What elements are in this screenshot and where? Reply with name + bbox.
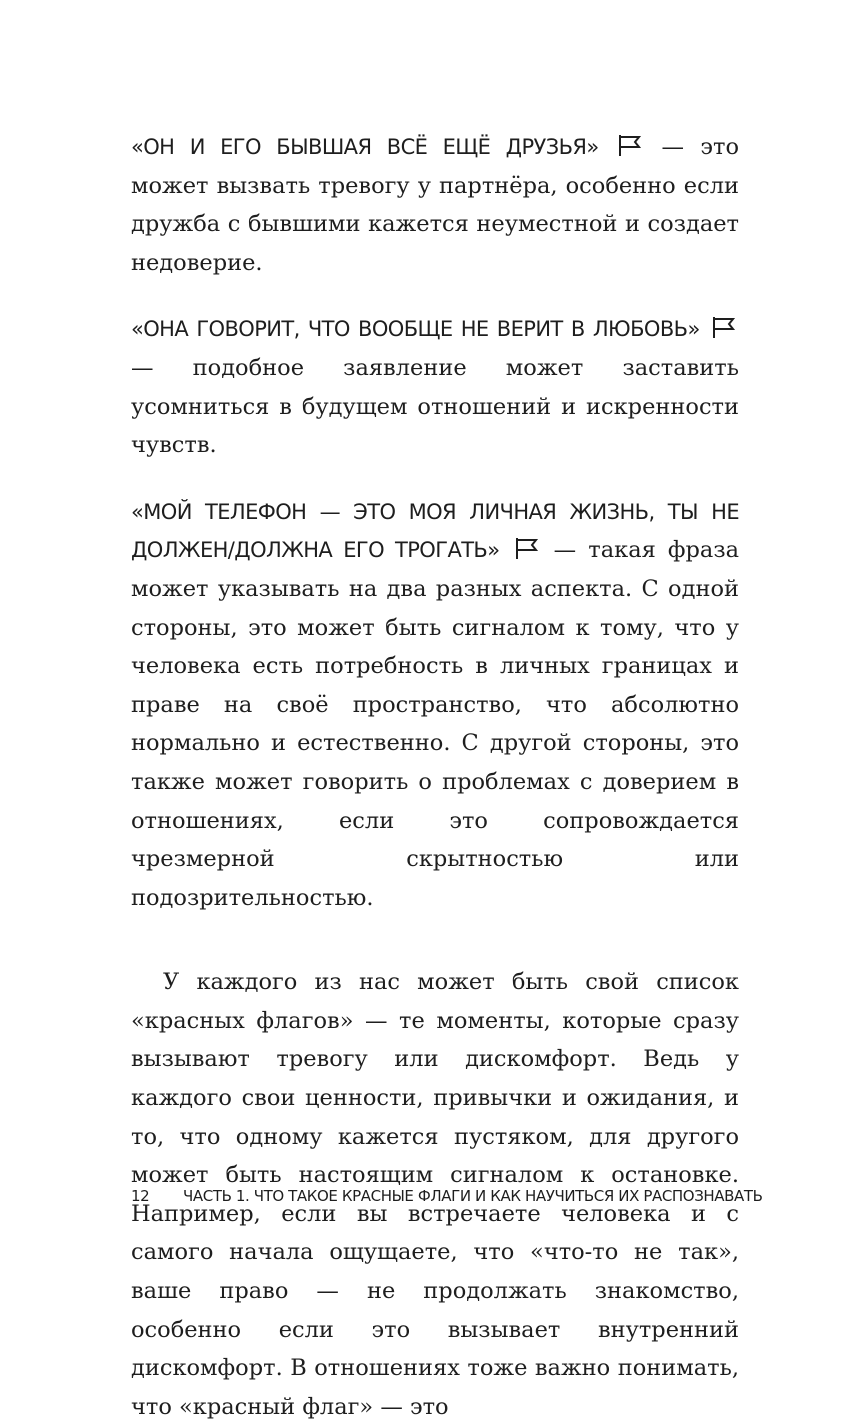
example-text-1: — это может вызвать тревогу у партнёра, особенно если дружба с бывшими кажется неуместной и создает недоверие. [131,134,739,276]
page-number: 12 [131,1187,150,1205]
example-text-3: — такая фраза может указывать на два разных аспекта. С одной стороны, это может быть сигналом к тому, что у человека есть потребность в личных границах и праве на своё пространство, что абсолютно нормально и естественно. С другой стороны, это также может говорить о проблемах с доверием в отношениях, если это сопровождается чрезмерной скрытностью или подозрительностью. [131,537,740,911]
example-paragraph-1 [131,128,739,282]
running-title: ЧАСТЬ 1. ЧТО ТАКОЕ КРАСНЫЕ ФЛАГИ И КАК НАУЧИТЬСЯ ИХ РАСПОЗНАВАТЬ [183,1187,763,1205]
body-paragraph: У каждого из нас может быть свой список «красных флагов» — те моменты, которые сразу вызывают тревогу или дискомфорт. Ведь у каждого свои ценности, привычки и ожидания, и то, что одному кажется пустяком, для другого может быть настоящим сигналом к остановке. Например, если вы встречаете человека и с самого начала ощущаете, что «что-то не так», ваше право — не продолжать знакомство, особенно если это вызывает внутренний дискомфорт. В отношениях тоже важно понимать, что «красный флаг» — это [131,969,739,1420]
example-paragraph-3 [131,493,739,918]
text-column [131,128,739,1426]
quote-1: «ОН И ЕГО БЫВШАЯ ВСЁ ЕЩЁ ДРУЗЬЯ» [131,135,599,159]
quote-3: «МОЙ ТЕЛЕФОН — ЭТО МОЯ ЛИЧНАЯ ЖИЗНЬ, ТЫ НЕ ДОЛЖЕН/ДОЛЖНА ЕГО ТРОГАТЬ» [131,499,739,563]
page-footer [131,1187,763,1205]
flag-outline-icon [617,133,643,157]
quote-2: «ОНА ГОВОРИТ, ЧТО ВООБЩЕ НЕ ВЕРИТ В ЛЮБОВЬ» [131,317,700,342]
example-paragraph-2 [131,310,739,464]
flag-outline-icon [711,315,737,339]
flag-outline-icon [514,536,540,560]
example-text-2: — подобное заявление может заставить усомниться в будущем отношений и искренности чувств. [131,354,739,459]
